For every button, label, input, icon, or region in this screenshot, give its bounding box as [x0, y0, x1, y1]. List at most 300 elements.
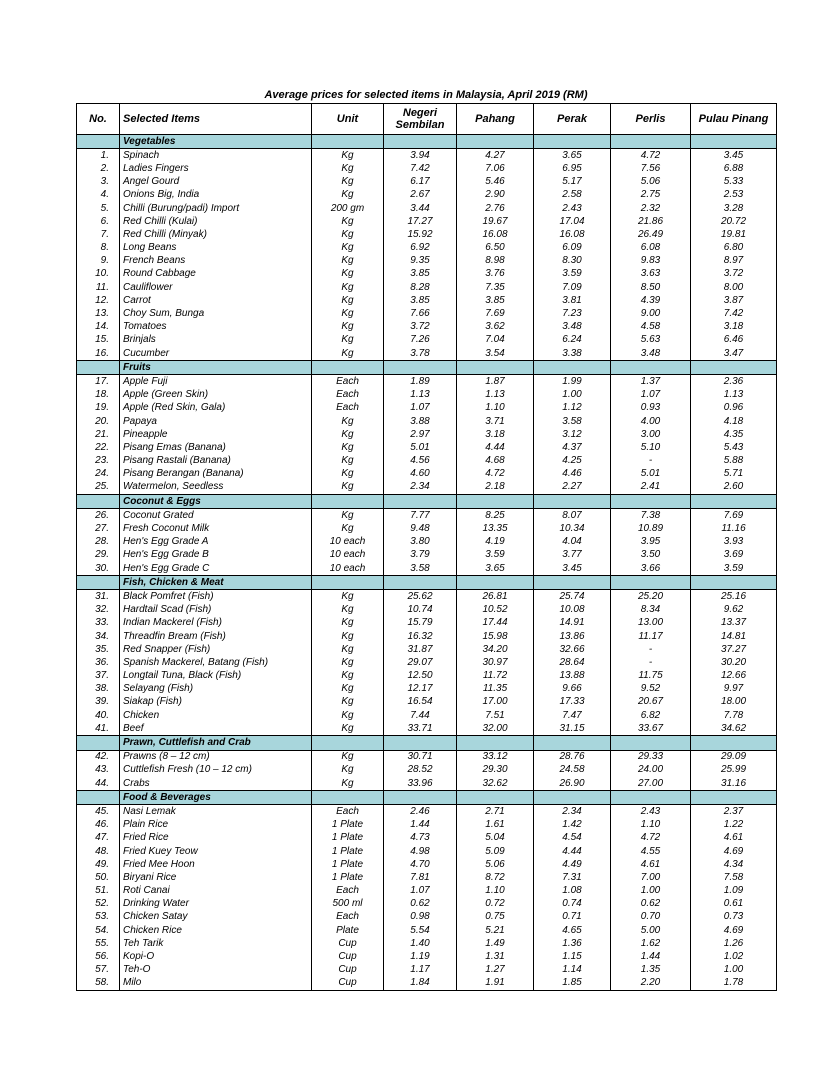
- price-pulau-pinang: 2.36: [691, 375, 777, 389]
- item-name: Apple (Red Skin, Gala): [120, 402, 312, 415]
- row-number: 18.: [77, 389, 120, 402]
- unit: Kg: [312, 643, 384, 656]
- price-pahang: 17.00: [457, 696, 534, 709]
- unit: Each: [312, 375, 384, 389]
- category-cell: [457, 791, 534, 805]
- price-pahang: 7.69: [457, 307, 534, 320]
- price-negeri-sembilan: 0.62: [384, 898, 457, 911]
- category-cell: [457, 361, 534, 375]
- price-perlis: 2.20: [611, 977, 691, 991]
- price-negeri-sembilan: 3.80: [384, 536, 457, 549]
- category-row: [77, 791, 777, 805]
- price-negeri-sembilan: 7.44: [384, 709, 457, 722]
- price-perlis: 0.62: [611, 898, 691, 911]
- category-label: Vegetables: [120, 135, 312, 149]
- price-perak: 10.08: [534, 604, 611, 617]
- item-name: Choy Sum, Bunga: [120, 307, 312, 320]
- price-perlis: 0.70: [611, 911, 691, 924]
- price-pahang: 5.04: [457, 832, 534, 845]
- table-row: [77, 832, 777, 845]
- price-pahang: 1.49: [457, 937, 534, 950]
- table-row: [77, 805, 777, 819]
- item-name: Onions Big, India: [120, 189, 312, 202]
- category-row: [77, 361, 777, 375]
- price-pulau-pinang: 1.13: [691, 389, 777, 402]
- row-number: 31.: [77, 590, 120, 604]
- unit: Each: [312, 402, 384, 415]
- category-cell: [77, 495, 120, 509]
- category-cell: [611, 791, 691, 805]
- category-cell: [312, 576, 384, 590]
- item-name: Beef: [120, 722, 312, 736]
- price-pulau-pinang: 37.27: [691, 643, 777, 656]
- price-perlis: 1.10: [611, 819, 691, 832]
- price-negeri-sembilan: 4.70: [384, 858, 457, 871]
- price-perlis: 2.41: [611, 481, 691, 495]
- price-pahang: 3.62: [457, 321, 534, 334]
- price-perlis: 4.72: [611, 149, 691, 163]
- price-perak: 7.23: [534, 307, 611, 320]
- price-pulau-pinang: 3.72: [691, 268, 777, 281]
- category-cell: [691, 791, 777, 805]
- price-perak: 1.12: [534, 402, 611, 415]
- category-cell: [312, 135, 384, 149]
- price-pulau-pinang: 20.72: [691, 215, 777, 228]
- item-name: Cucumber: [120, 347, 312, 361]
- unit: 10 each: [312, 536, 384, 549]
- price-pahang: 15.98: [457, 630, 534, 643]
- header-selected-items: Selected Items: [120, 104, 312, 135]
- row-number: 58.: [77, 977, 120, 991]
- price-perlis: 4.58: [611, 321, 691, 334]
- price-perak: 1.00: [534, 389, 611, 402]
- row-number: 30.: [77, 562, 120, 576]
- row-number: 29.: [77, 549, 120, 562]
- item-name: Round Cabbage: [120, 268, 312, 281]
- price-negeri-sembilan: 3.85: [384, 294, 457, 307]
- item-name: Ladies Fingers: [120, 162, 312, 175]
- table-row: [77, 307, 777, 320]
- price-pahang: 2.71: [457, 805, 534, 819]
- table-row: [77, 536, 777, 549]
- price-pahang: 4.44: [457, 441, 534, 454]
- price-perak: 7.09: [534, 281, 611, 294]
- unit: Each: [312, 389, 384, 402]
- unit: Kg: [312, 455, 384, 468]
- category-cell: [611, 736, 691, 750]
- price-negeri-sembilan: 2.97: [384, 428, 457, 441]
- price-perak: 7.47: [534, 709, 611, 722]
- item-name: Black Pomfret (Fish): [120, 590, 312, 604]
- price-perlis: 25.20: [611, 590, 691, 604]
- price-negeri-sembilan: 7.77: [384, 509, 457, 523]
- price-pulau-pinang: 3.87: [691, 294, 777, 307]
- row-number: 47.: [77, 832, 120, 845]
- price-perlis: 4.61: [611, 858, 691, 871]
- price-pulau-pinang: 1.00: [691, 964, 777, 977]
- price-negeri-sembilan: 9.35: [384, 255, 457, 268]
- price-pulau-pinang: 3.59: [691, 562, 777, 576]
- price-perlis: 4.55: [611, 845, 691, 858]
- price-perak: 6.95: [534, 162, 611, 175]
- unit: Kg: [312, 255, 384, 268]
- unit: Kg: [312, 215, 384, 228]
- table-row: [77, 389, 777, 402]
- unit: Each: [312, 911, 384, 924]
- price-perak: 4.65: [534, 924, 611, 937]
- price-perlis: 3.95: [611, 536, 691, 549]
- row-number: 46.: [77, 819, 120, 832]
- row-number: 22.: [77, 441, 120, 454]
- price-pulau-pinang: 8.00: [691, 281, 777, 294]
- table-row: [77, 347, 777, 361]
- item-name: Chicken: [120, 709, 312, 722]
- price-perak: 25.74: [534, 590, 611, 604]
- price-pulau-pinang: 29.09: [691, 750, 777, 764]
- category-cell: [312, 361, 384, 375]
- category-cell: [77, 576, 120, 590]
- row-number: 57.: [77, 964, 120, 977]
- price-negeri-sembilan: 3.85: [384, 268, 457, 281]
- unit: 1 Plate: [312, 845, 384, 858]
- row-number: 28.: [77, 536, 120, 549]
- price-negeri-sembilan: 12.50: [384, 670, 457, 683]
- row-number: 15.: [77, 334, 120, 347]
- price-pulau-pinang: 7.69: [691, 509, 777, 523]
- item-name: Pisang Rastali (Banana): [120, 455, 312, 468]
- price-pahang: 19.67: [457, 215, 534, 228]
- price-perlis: 4.72: [611, 832, 691, 845]
- row-number: 36.: [77, 656, 120, 669]
- category-cell: [611, 135, 691, 149]
- price-pahang: 17.44: [457, 617, 534, 630]
- price-negeri-sembilan: 2.46: [384, 805, 457, 819]
- price-negeri-sembilan: 30.71: [384, 750, 457, 764]
- row-number: 20.: [77, 415, 120, 428]
- item-name: Watermelon, Seedless: [120, 481, 312, 495]
- row-number: 40.: [77, 709, 120, 722]
- price-pahang: 1.87: [457, 375, 534, 389]
- table-row: [77, 375, 777, 389]
- item-name: Chicken Rice: [120, 924, 312, 937]
- unit: Cup: [312, 977, 384, 991]
- item-name: Fried Mee Hoon: [120, 858, 312, 871]
- row-number: 5.: [77, 202, 120, 215]
- price-pulau-pinang: 6.46: [691, 334, 777, 347]
- price-perak: 2.27: [534, 481, 611, 495]
- price-negeri-sembilan: 33.71: [384, 722, 457, 736]
- price-perlis: 1.00: [611, 885, 691, 898]
- price-pahang: 30.97: [457, 656, 534, 669]
- category-cell: [611, 361, 691, 375]
- unit: Kg: [312, 294, 384, 307]
- item-name: Siakap (Fish): [120, 696, 312, 709]
- unit: Kg: [312, 441, 384, 454]
- price-pulau-pinang: 5.43: [691, 441, 777, 454]
- row-number: 43.: [77, 764, 120, 777]
- price-perlis: 26.49: [611, 228, 691, 241]
- price-perlis: 5.01: [611, 468, 691, 481]
- price-negeri-sembilan: 1.19: [384, 950, 457, 963]
- price-perlis: 3.63: [611, 268, 691, 281]
- unit: Kg: [312, 709, 384, 722]
- category-row: [77, 576, 777, 590]
- price-negeri-sembilan: 7.42: [384, 162, 457, 175]
- row-number: 34.: [77, 630, 120, 643]
- category-cell: [384, 791, 457, 805]
- category-cell: [312, 791, 384, 805]
- table-row: [77, 924, 777, 937]
- price-pulau-pinang: 1.09: [691, 885, 777, 898]
- unit: 1 Plate: [312, 858, 384, 871]
- price-negeri-sembilan: 6.17: [384, 176, 457, 189]
- item-name: Drinking Water: [120, 898, 312, 911]
- price-perlis: 33.67: [611, 722, 691, 736]
- price-pulau-pinang: 13.37: [691, 617, 777, 630]
- category-cell: [77, 361, 120, 375]
- price-negeri-sembilan: 1.89: [384, 375, 457, 389]
- category-row: [77, 736, 777, 750]
- price-pahang: 7.51: [457, 709, 534, 722]
- category-cell: [534, 495, 611, 509]
- price-perak: 9.66: [534, 683, 611, 696]
- row-number: 13.: [77, 307, 120, 320]
- unit: Kg: [312, 242, 384, 255]
- unit: Kg: [312, 415, 384, 428]
- price-perak: 1.99: [534, 375, 611, 389]
- unit: 1 Plate: [312, 871, 384, 884]
- item-name: Red Chilli (Minyak): [120, 228, 312, 241]
- table-row: [77, 696, 777, 709]
- item-name: Long Beans: [120, 242, 312, 255]
- price-perlis: 2.75: [611, 189, 691, 202]
- price-pulau-pinang: 4.69: [691, 845, 777, 858]
- price-negeri-sembilan: 28.52: [384, 764, 457, 777]
- price-pulau-pinang: 1.78: [691, 977, 777, 991]
- item-name: Indian Mackerel (Fish): [120, 617, 312, 630]
- row-number: 39.: [77, 696, 120, 709]
- price-perak: 8.07: [534, 509, 611, 523]
- price-pulau-pinang: 3.45: [691, 149, 777, 163]
- item-name: Prawns (8 – 12 cm): [120, 750, 312, 764]
- price-negeri-sembilan: 25.62: [384, 590, 457, 604]
- table-row: [77, 656, 777, 669]
- unit: 1 Plate: [312, 819, 384, 832]
- price-perlis: 0.93: [611, 402, 691, 415]
- table-row: [77, 215, 777, 228]
- table-row: [77, 334, 777, 347]
- table-row: [77, 428, 777, 441]
- row-number: 16.: [77, 347, 120, 361]
- unit: Kg: [312, 281, 384, 294]
- price-perlis: 11.17: [611, 630, 691, 643]
- category-cell: [691, 576, 777, 590]
- price-pahang: 5.06: [457, 858, 534, 871]
- price-perlis: 5.00: [611, 924, 691, 937]
- price-perlis: 11.75: [611, 670, 691, 683]
- unit: Kg: [312, 604, 384, 617]
- table-row: [77, 683, 777, 696]
- price-perak: 6.09: [534, 242, 611, 255]
- item-name: Red Snapper (Fish): [120, 643, 312, 656]
- row-number: 41.: [77, 722, 120, 736]
- price-perak: 3.45: [534, 562, 611, 576]
- price-pulau-pinang: 9.62: [691, 604, 777, 617]
- price-pahang: 10.52: [457, 604, 534, 617]
- item-name: Cauliflower: [120, 281, 312, 294]
- header-unit: Unit: [312, 104, 384, 135]
- price-perlis: -: [611, 656, 691, 669]
- price-perak: 2.34: [534, 805, 611, 819]
- item-name: Chicken Satay: [120, 911, 312, 924]
- price-perak: 4.04: [534, 536, 611, 549]
- price-negeri-sembilan: 31.87: [384, 643, 457, 656]
- price-pahang: 0.75: [457, 911, 534, 924]
- price-negeri-sembilan: 5.54: [384, 924, 457, 937]
- item-name: Chilli (Burung/padi) Import: [120, 202, 312, 215]
- price-pahang: 16.08: [457, 228, 534, 241]
- unit: Kg: [312, 307, 384, 320]
- unit: Kg: [312, 683, 384, 696]
- header-no: No.: [77, 104, 120, 135]
- price-perlis: 2.32: [611, 202, 691, 215]
- table-row: [77, 977, 777, 991]
- unit: 200 gm: [312, 202, 384, 215]
- table-row: [77, 604, 777, 617]
- unit: Kg: [312, 162, 384, 175]
- price-perak: 0.71: [534, 911, 611, 924]
- price-perlis: 9.00: [611, 307, 691, 320]
- item-name: Selayang (Fish): [120, 683, 312, 696]
- price-perak: 3.65: [534, 149, 611, 163]
- price-perak: 3.81: [534, 294, 611, 307]
- row-number: 6.: [77, 215, 120, 228]
- price-negeri-sembilan: 3.58: [384, 562, 457, 576]
- price-pahang: 32.62: [457, 777, 534, 791]
- price-pulau-pinang: 4.18: [691, 415, 777, 428]
- price-pahang: 3.18: [457, 428, 534, 441]
- item-name: Nasi Lemak: [120, 805, 312, 819]
- item-name: Apple Fuji: [120, 375, 312, 389]
- table-row: [77, 281, 777, 294]
- price-perlis: -: [611, 643, 691, 656]
- price-pahang: 1.31: [457, 950, 534, 963]
- price-pulau-pinang: 1.02: [691, 950, 777, 963]
- price-pulau-pinang: 1.26: [691, 937, 777, 950]
- unit: Kg: [312, 722, 384, 736]
- unit: Kg: [312, 334, 384, 347]
- category-row: [77, 495, 777, 509]
- header-perlis: Perlis: [611, 104, 691, 135]
- category-cell: [384, 135, 457, 149]
- item-name: Roti Canai: [120, 885, 312, 898]
- price-pahang: 6.50: [457, 242, 534, 255]
- price-negeri-sembilan: 3.72: [384, 321, 457, 334]
- unit: Kg: [312, 321, 384, 334]
- price-negeri-sembilan: 3.79: [384, 549, 457, 562]
- row-number: 7.: [77, 228, 120, 241]
- row-number: 23.: [77, 455, 120, 468]
- price-negeri-sembilan: 4.73: [384, 832, 457, 845]
- price-pulau-pinang: 5.71: [691, 468, 777, 481]
- price-perlis: 29.33: [611, 750, 691, 764]
- category-row: [77, 135, 777, 149]
- row-number: 1.: [77, 149, 120, 163]
- price-pahang: 4.19: [457, 536, 534, 549]
- item-name: Angel Gourd: [120, 176, 312, 189]
- category-cell: [534, 576, 611, 590]
- price-perlis: 24.00: [611, 764, 691, 777]
- category-cell: [457, 495, 534, 509]
- table-row: [77, 202, 777, 215]
- category-cell: [384, 736, 457, 750]
- category-cell: [77, 135, 120, 149]
- category-cell: [534, 361, 611, 375]
- table-row: [77, 189, 777, 202]
- item-name: Cuttlefish Fresh (10 – 12 cm): [120, 764, 312, 777]
- price-negeri-sembilan: 16.54: [384, 696, 457, 709]
- item-name: Fried Rice: [120, 832, 312, 845]
- table-row: [77, 750, 777, 764]
- price-perak: 3.59: [534, 268, 611, 281]
- category-cell: [77, 791, 120, 805]
- price-perak: 13.86: [534, 630, 611, 643]
- price-negeri-sembilan: 4.60: [384, 468, 457, 481]
- price-perlis: 9.52: [611, 683, 691, 696]
- price-negeri-sembilan: 6.92: [384, 242, 457, 255]
- price-pulau-pinang: 6.80: [691, 242, 777, 255]
- unit: Cup: [312, 937, 384, 950]
- price-perak: 16.08: [534, 228, 611, 241]
- price-pulau-pinang: 3.69: [691, 549, 777, 562]
- table-row: [77, 845, 777, 858]
- item-name: Spanish Mackerel, Batang (Fish): [120, 656, 312, 669]
- header-perak: Perak: [534, 104, 611, 135]
- price-perak: 26.90: [534, 777, 611, 791]
- header-negeri-sembilan: Negeri Sembilan: [384, 104, 457, 135]
- price-negeri-sembilan: 29.07: [384, 656, 457, 669]
- price-perak: 2.58: [534, 189, 611, 202]
- item-name: Threadfin Bream (Fish): [120, 630, 312, 643]
- table-row: [77, 643, 777, 656]
- item-name: Milo: [120, 977, 312, 991]
- price-perak: 13.88: [534, 670, 611, 683]
- unit: Kg: [312, 176, 384, 189]
- price-negeri-sembilan: 8.28: [384, 281, 457, 294]
- price-negeri-sembilan: 1.13: [384, 389, 457, 402]
- price-perlis: 1.37: [611, 375, 691, 389]
- table-row: [77, 441, 777, 454]
- price-perak: 24.58: [534, 764, 611, 777]
- table-body: [77, 135, 777, 991]
- price-pulau-pinang: 3.47: [691, 347, 777, 361]
- category-cell: [534, 135, 611, 149]
- price-perak: 4.44: [534, 845, 611, 858]
- price-perak: 1.14: [534, 964, 611, 977]
- price-pulau-pinang: 5.88: [691, 455, 777, 468]
- price-pahang: 4.27: [457, 149, 534, 163]
- price-pulau-pinang: 4.35: [691, 428, 777, 441]
- table-row: [77, 911, 777, 924]
- table-title: Average prices for selected items in Malaysia, April 2019 (RM): [264, 89, 588, 101]
- unit: Kg: [312, 347, 384, 361]
- price-pulau-pinang: 2.53: [691, 189, 777, 202]
- price-perlis: 8.50: [611, 281, 691, 294]
- table-row: [77, 670, 777, 683]
- table-row: [77, 242, 777, 255]
- price-pulau-pinang: 18.00: [691, 696, 777, 709]
- price-negeri-sembilan: 1.84: [384, 977, 457, 991]
